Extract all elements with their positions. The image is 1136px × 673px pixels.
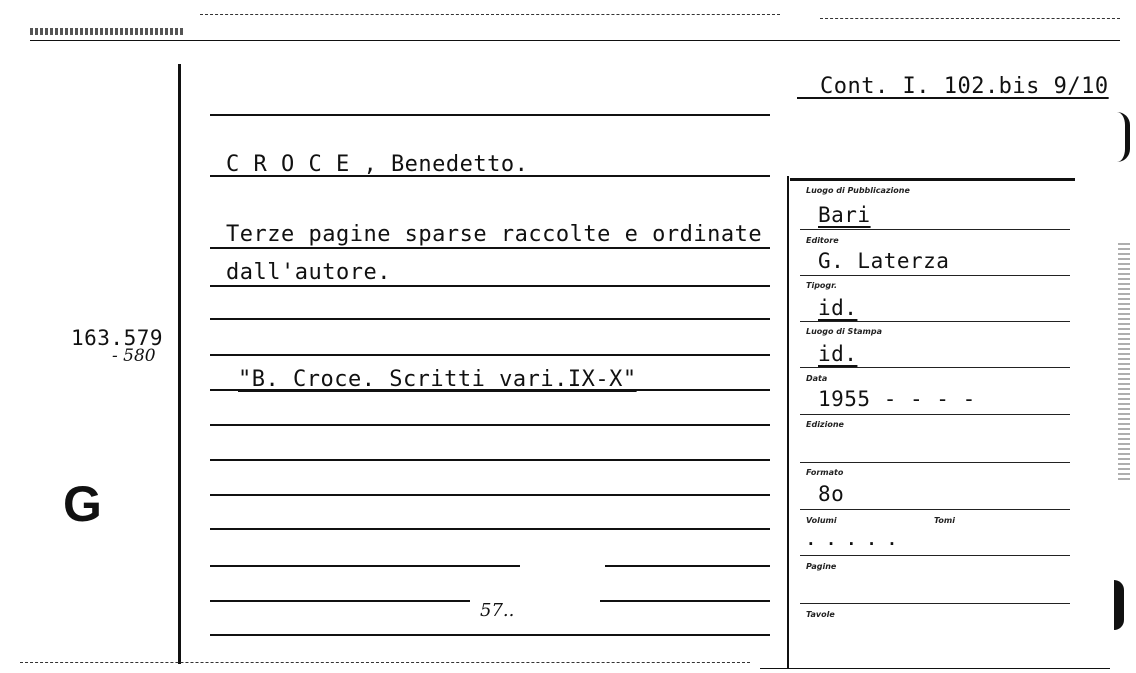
edition-label: Edizione [806, 420, 844, 429]
right-edge-noise [1118, 240, 1130, 480]
rule-10 [210, 528, 770, 530]
rule-4 [210, 318, 770, 320]
pages-rule [800, 603, 1070, 604]
top-dash-line [200, 14, 780, 15]
series-statement: "B. Croce. Scritti vari.IX-X" [238, 367, 637, 392]
date-rule [800, 414, 1070, 415]
rule-8 [210, 459, 770, 461]
inventory-suffix: - 580 [112, 346, 156, 366]
printer-label: Tipogr. [806, 281, 837, 290]
volumes-rule [800, 555, 1070, 556]
bottom-dash-line [20, 662, 750, 663]
inventory-number: 163.579 [71, 326, 164, 350]
tomes-label: Tomi [934, 516, 955, 525]
bottom-right-rule [760, 668, 1110, 669]
bottom-handwritten-note: 57.. [480, 600, 515, 621]
rule-11b [605, 565, 770, 567]
print-place-label: Luogo di Stampa [806, 327, 882, 336]
place-rule [800, 229, 1070, 230]
print-place-value: id. [818, 342, 858, 366]
rule-title-1 [210, 247, 770, 249]
volumes-label: Volumi [806, 516, 837, 525]
title-line-1: Terze pagine sparse raccolte e ordinate [226, 222, 763, 247]
top-dash-line-right [820, 18, 1120, 19]
format-rule [800, 509, 1070, 510]
format-label: Formato [806, 468, 844, 477]
pages-label: Pagine [806, 562, 837, 571]
printer-value: id. [818, 296, 858, 320]
title-line-2: dall'autore. [226, 260, 391, 285]
author-heading: C R O C E , Benedetto. [226, 152, 529, 177]
right-column-rule [787, 176, 789, 668]
rule-7 [210, 424, 770, 426]
tables-label: Tavole [806, 610, 835, 619]
publisher-value: G. Laterza [818, 249, 950, 273]
publisher-rule [800, 275, 1070, 276]
rule-title-2 [210, 285, 770, 287]
shelfmark-rule [797, 97, 1107, 99]
shelfmark: Cont. I. 102.bis 9/10 [820, 74, 1109, 99]
rule-1 [210, 114, 770, 116]
left-margin-rule [178, 64, 181, 664]
rule-5 [210, 354, 770, 356]
edition-rule [800, 462, 1070, 463]
rule-13 [210, 634, 770, 636]
top-border [30, 40, 1120, 41]
rule-9 [210, 494, 770, 496]
publisher-label: Editore [806, 236, 839, 245]
print-place-rule [800, 367, 1070, 368]
rule-12a [210, 600, 470, 602]
right-edge-mark-top [1117, 112, 1130, 162]
format-value: 8o [818, 482, 845, 506]
date-label: Data [806, 374, 828, 383]
section-letter: G [63, 476, 102, 532]
printer-rule [800, 321, 1070, 322]
place-label: Luogo di Pubblicazione [806, 186, 910, 195]
rule-11a [210, 565, 520, 567]
right-edge-mark-bottom [1114, 580, 1124, 630]
field-box-top [790, 178, 1075, 181]
date-value: 1955 - - - - [818, 387, 976, 411]
volumes-value: . . . . . [806, 530, 898, 549]
top-left-smudge [30, 28, 185, 35]
rule-12b [600, 600, 770, 602]
place-value: Bari [818, 203, 871, 227]
